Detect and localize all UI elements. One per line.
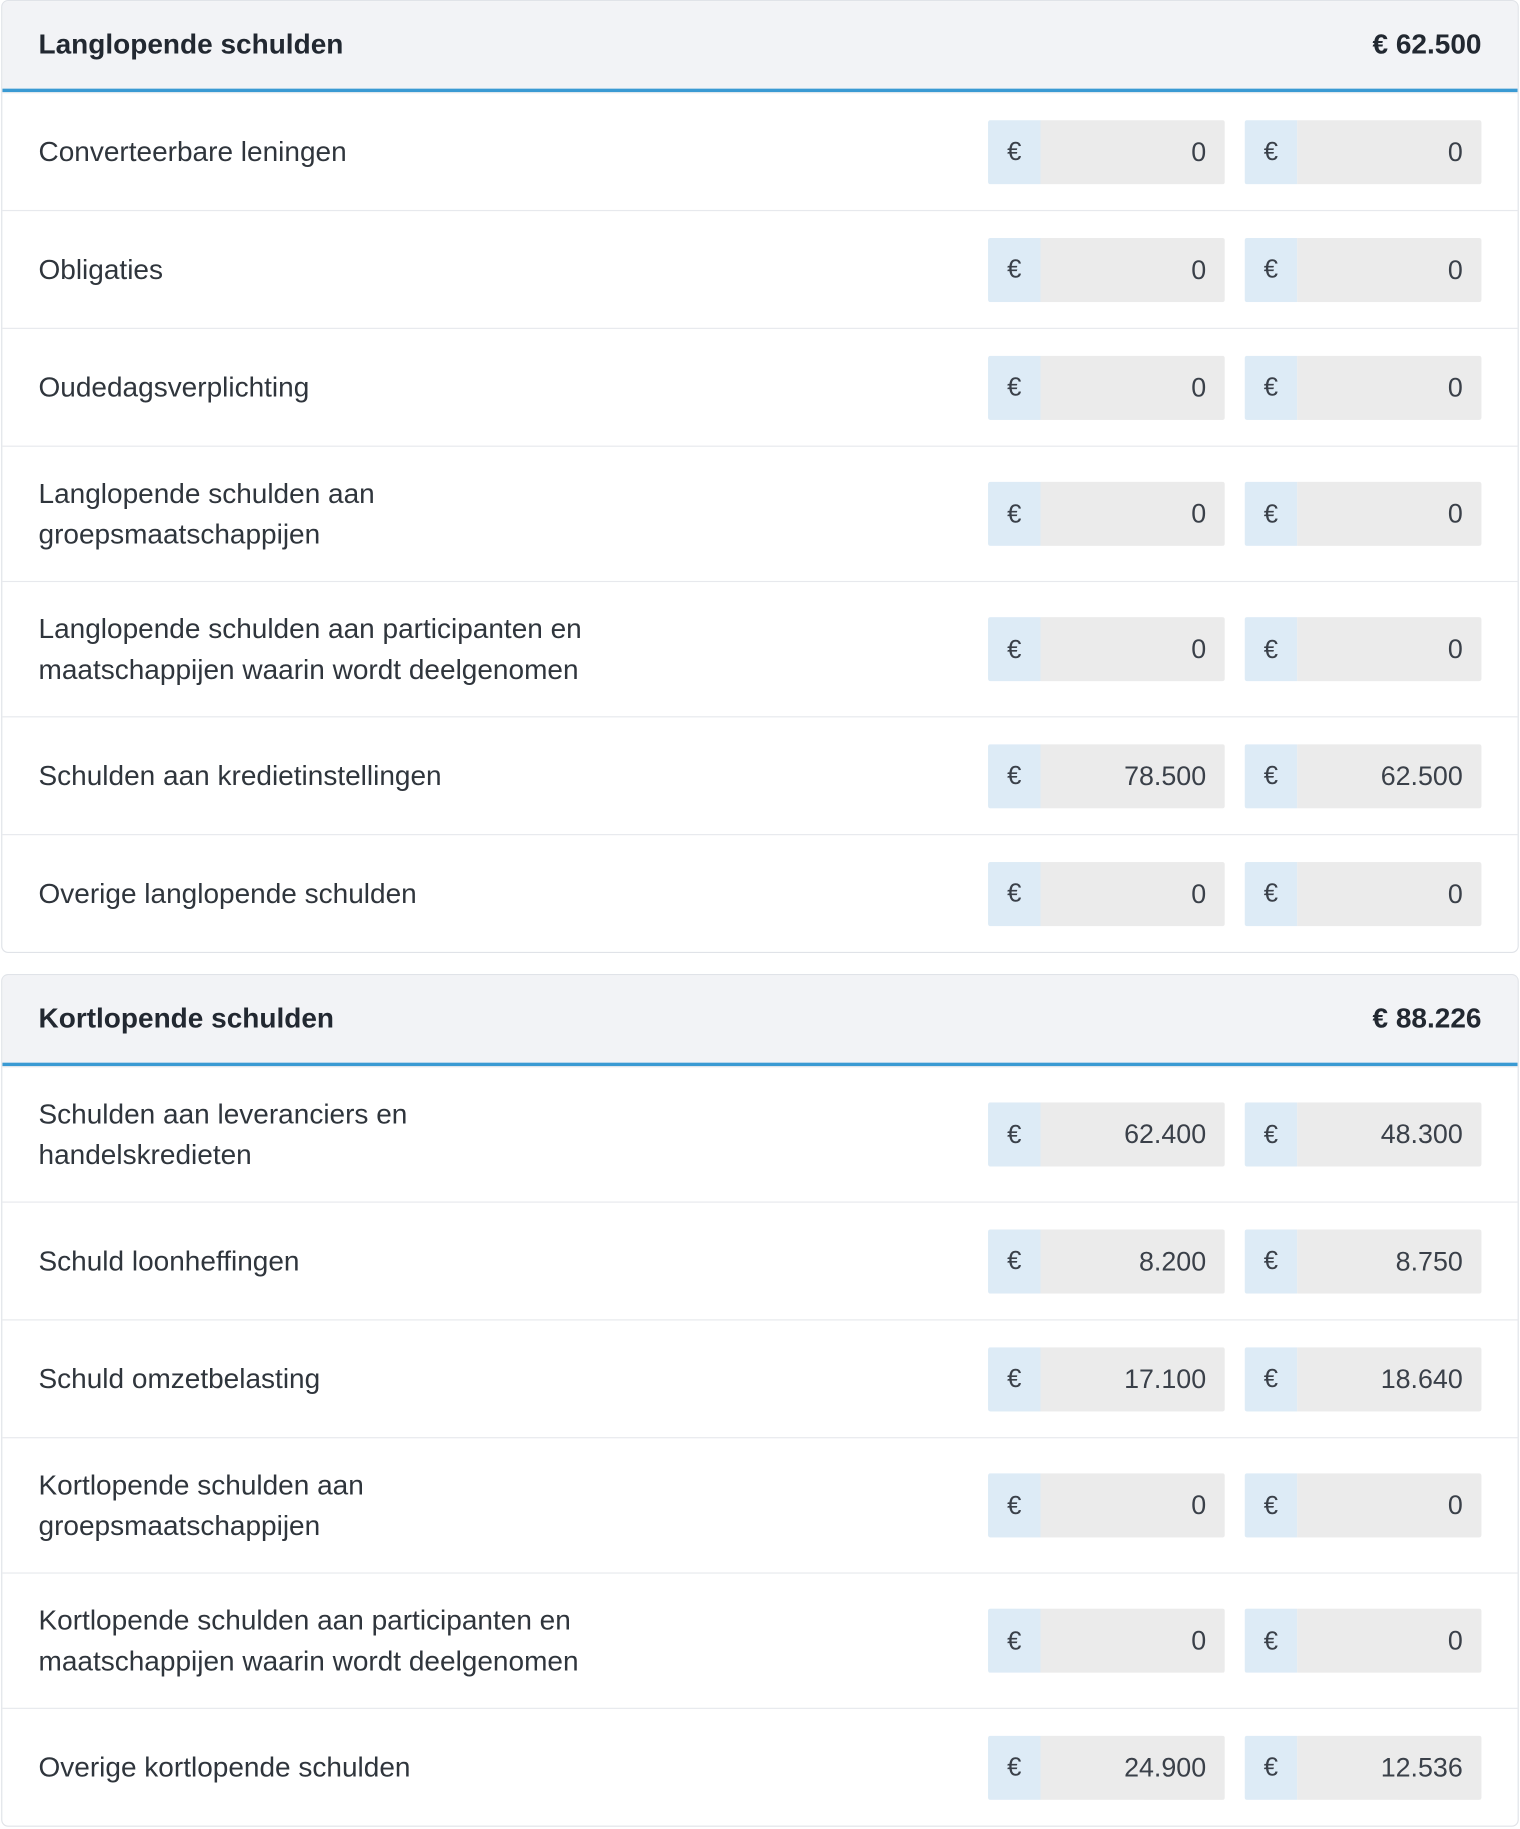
- table-row: [2, 1572, 1517, 1707]
- euro-icon: €: [1245, 1735, 1297, 1799]
- row-fields: [988, 744, 1481, 808]
- euro-icon: €: [988, 355, 1040, 419]
- row-label: Schuld loonheffingen: [38, 1245, 300, 1277]
- euro-icon: €: [1245, 355, 1297, 419]
- amount-value[interactable]: 0: [1041, 120, 1225, 184]
- section-langlopende-schulden: [1, 0, 1519, 953]
- amount-field-1[interactable]: [988, 1102, 1225, 1166]
- amount-field-1[interactable]: [988, 617, 1225, 681]
- euro-icon: €: [988, 237, 1040, 301]
- row-fields: [988, 120, 1481, 184]
- amount-field-1[interactable]: [988, 1473, 1225, 1537]
- row-fields: [988, 617, 1481, 681]
- euro-icon: €: [988, 1347, 1040, 1411]
- euro-icon: €: [1245, 120, 1297, 184]
- amount-value[interactable]: 0: [1297, 237, 1481, 301]
- row-fields: [988, 355, 1481, 419]
- euro-icon: €: [988, 1473, 1040, 1537]
- amount-value[interactable]: 8.750: [1297, 1229, 1481, 1293]
- amount-field-2[interactable]: [1245, 355, 1482, 419]
- amount-field-1[interactable]: [988, 1735, 1225, 1799]
- table-row: [2, 328, 1517, 446]
- row-fields: [988, 1735, 1481, 1799]
- amount-field-1[interactable]: [988, 1609, 1225, 1673]
- row-label: Kortlopende schulden aan groepsmaatschappijen: [38, 1469, 364, 1542]
- euro-icon: €: [988, 1609, 1040, 1673]
- table-row: [2, 1201, 1517, 1319]
- row-label: Kortlopende schulden aan participanten en maatschappijen waarin wordt deelgenomen: [38, 1604, 579, 1677]
- row-label: Langlopende schulden aan participanten en maatschappijen waarin wordt deelgenomen: [38, 612, 582, 686]
- amount-field-1[interactable]: [988, 744, 1225, 808]
- row-fields: [988, 1347, 1481, 1411]
- amount-value[interactable]: 0: [1041, 1473, 1225, 1537]
- table-row: [2, 1319, 1517, 1437]
- euro-icon: €: [988, 1102, 1040, 1166]
- row-label: Schulden aan kredietinstellingen: [38, 759, 442, 792]
- amount-field-2[interactable]: [1245, 744, 1482, 808]
- amount-field-1[interactable]: [988, 861, 1225, 925]
- amount-field-2[interactable]: [1245, 1735, 1482, 1799]
- euro-icon: €: [988, 861, 1040, 925]
- euro-icon: €: [1245, 1473, 1297, 1537]
- amount-field-2[interactable]: [1245, 617, 1482, 681]
- euro-icon: €: [988, 482, 1040, 546]
- row-label: Overige langlopende schulden: [38, 877, 417, 910]
- amount-field-1[interactable]: [988, 482, 1225, 546]
- section-title: Langlopende schulden: [38, 28, 344, 61]
- row-fields: [988, 1473, 1481, 1537]
- row-fields: [988, 861, 1481, 925]
- euro-icon: €: [988, 617, 1040, 681]
- row-label: Schulden aan leveranciers en handelskredieten: [38, 1098, 408, 1171]
- amount-value[interactable]: 12.536: [1297, 1735, 1481, 1799]
- section-header: [2, 1, 1517, 92]
- amount-field-2[interactable]: [1245, 120, 1482, 184]
- amount-value[interactable]: 0: [1041, 617, 1225, 681]
- euro-icon: €: [988, 1229, 1040, 1293]
- amount-value[interactable]: 78.500: [1041, 744, 1225, 808]
- amount-field-2[interactable]: [1245, 1347, 1482, 1411]
- euro-icon: €: [1245, 861, 1297, 925]
- amount-value[interactable]: 62.500: [1297, 744, 1481, 808]
- table-row: [2, 581, 1517, 716]
- euro-icon: €: [1245, 1229, 1297, 1293]
- amount-value[interactable]: 0: [1041, 237, 1225, 301]
- euro-icon: €: [1245, 482, 1297, 546]
- section-kortlopende-schulden: [1, 974, 1519, 1827]
- amount-value[interactable]: 0: [1041, 355, 1225, 419]
- amount-field-2[interactable]: [1245, 1102, 1482, 1166]
- row-label: Langlopende schulden aan groepsmaatschappijen: [38, 477, 375, 551]
- amount-field-1[interactable]: [988, 355, 1225, 419]
- row-fields: [988, 1229, 1481, 1293]
- row-label: Schuld omzetbelasting: [38, 1363, 321, 1395]
- euro-icon: €: [1245, 1609, 1297, 1673]
- table-row: [2, 1437, 1517, 1572]
- amount-value[interactable]: 0: [1297, 1473, 1481, 1537]
- amount-field-2[interactable]: [1245, 861, 1482, 925]
- row-fields: [988, 1609, 1481, 1673]
- amount-field-2[interactable]: [1245, 1609, 1482, 1673]
- amount-value[interactable]: 0: [1041, 1609, 1225, 1673]
- row-fields: [988, 1102, 1481, 1166]
- amount-value[interactable]: 0: [1041, 861, 1225, 925]
- amount-value[interactable]: 0: [1297, 861, 1481, 925]
- row-label: Overige kortlopende schulden: [38, 1751, 411, 1783]
- table-row: [2, 1066, 1517, 1201]
- table-row: [2, 210, 1517, 328]
- table-row: [2, 446, 1517, 581]
- euro-icon: €: [1245, 744, 1297, 808]
- amount-field-1[interactable]: [988, 1229, 1225, 1293]
- amount-value[interactable]: 24.900: [1041, 1735, 1225, 1799]
- section-total: € 88.226: [1372, 1002, 1482, 1035]
- euro-icon: €: [1245, 237, 1297, 301]
- row-fields: [988, 237, 1481, 301]
- table-row: [2, 1708, 1517, 1826]
- row-label: Oudedagsverplichting: [38, 371, 310, 404]
- table-row: [2, 92, 1517, 210]
- amount-field-2[interactable]: [1245, 1473, 1482, 1537]
- row-fields: [988, 482, 1481, 546]
- section-total: € 62.500: [1372, 28, 1482, 61]
- amount-value[interactable]: 18.640: [1297, 1347, 1481, 1411]
- euro-icon: €: [1245, 617, 1297, 681]
- table-row: [2, 716, 1517, 834]
- row-label: Converteerbare leningen: [38, 135, 347, 168]
- amount-value[interactable]: 0: [1297, 355, 1481, 419]
- amount-field-2[interactable]: [1245, 237, 1482, 301]
- amount-value[interactable]: 62.400: [1041, 1102, 1225, 1166]
- euro-icon: €: [988, 744, 1040, 808]
- amount-field-1[interactable]: [988, 120, 1225, 184]
- amount-value[interactable]: 0: [1297, 1609, 1481, 1673]
- row-label: Obligaties: [38, 253, 164, 286]
- amount-value[interactable]: 0: [1297, 482, 1481, 546]
- euro-icon: €: [1245, 1347, 1297, 1411]
- euro-icon: €: [988, 1735, 1040, 1799]
- amount-field-1[interactable]: [988, 1347, 1225, 1411]
- euro-icon: €: [1245, 1102, 1297, 1166]
- amount-value[interactable]: 0: [1041, 482, 1225, 546]
- table-row: [2, 834, 1517, 952]
- amount-value[interactable]: 8.200: [1041, 1229, 1225, 1293]
- amount-field-2[interactable]: [1245, 1229, 1482, 1293]
- amount-value[interactable]: 0: [1297, 120, 1481, 184]
- euro-icon: €: [988, 120, 1040, 184]
- amount-value[interactable]: 0: [1297, 617, 1481, 681]
- amount-field-2[interactable]: [1245, 482, 1482, 546]
- amount-value[interactable]: 48.300: [1297, 1102, 1481, 1166]
- amount-field-1[interactable]: [988, 237, 1225, 301]
- section-title: Kortlopende schulden: [38, 1002, 335, 1035]
- section-header: [2, 975, 1517, 1066]
- amount-value[interactable]: 17.100: [1041, 1347, 1225, 1411]
